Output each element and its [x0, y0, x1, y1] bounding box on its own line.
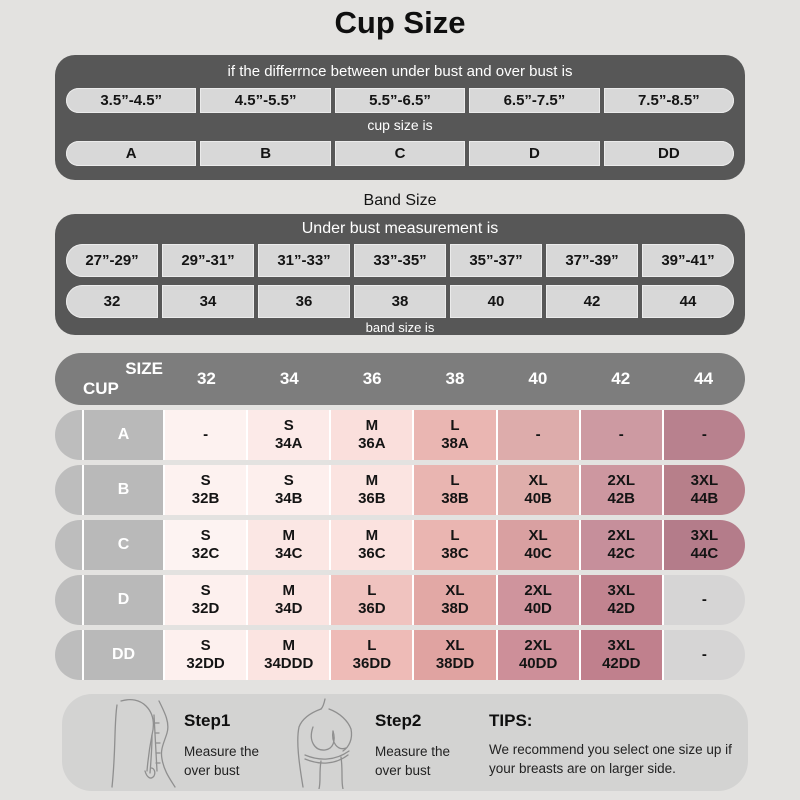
matrix-cell-code: 38C	[441, 545, 469, 562]
band-range-pill: 33”-35”	[354, 244, 446, 277]
matrix-column-header: 36	[362, 369, 382, 388]
matrix-cell-size: 3XL	[690, 472, 719, 489]
matrix-cell-dash: -	[701, 591, 707, 608]
matrix-cell	[496, 575, 579, 625]
matrix-column-header: 32	[196, 369, 216, 388]
matrix-cell-size: S	[200, 527, 211, 544]
band-size-pill: 42	[546, 285, 638, 318]
matrix-column-header: 38	[445, 369, 465, 388]
matrix-cell-code: 36DD	[352, 655, 392, 672]
matrix-cell-size: M	[365, 472, 379, 489]
matrix-cell-size: L	[450, 527, 460, 544]
matrix-row-cap	[55, 520, 82, 570]
band-range-row	[66, 244, 734, 277]
matrix-row	[55, 575, 745, 625]
matrix-column-header: 40	[528, 369, 548, 388]
matrix-cell	[412, 575, 495, 625]
matrix-row	[55, 465, 745, 515]
matrix-cell-code: 34A	[274, 435, 303, 452]
matrix-cell-size: S	[200, 472, 211, 489]
step1-block	[184, 711, 276, 781]
cup-size-header: if the differrnce between under bust and over bust is	[227, 63, 573, 80]
measuring-guide-box	[62, 694, 748, 791]
matrix-corner-cup-label: CUP	[83, 379, 119, 398]
matrix-cell-size: 2XL	[524, 582, 552, 599]
step1-text: Measure the over bust	[184, 744, 260, 778]
matrix-cell-code: 34D	[274, 600, 303, 617]
matrix-row	[55, 520, 745, 570]
cup-size-panel	[55, 55, 745, 180]
matrix-column-header: 44	[694, 369, 714, 388]
band-range-pill: 31”-33”	[258, 244, 350, 277]
tips-block	[489, 711, 759, 779]
matrix-column-header: 34	[279, 369, 299, 388]
band-size-title: Band Size	[363, 192, 437, 209]
step2-text: Measure the over bust	[375, 744, 451, 778]
matrix-cell	[163, 465, 246, 515]
matrix-cell	[662, 410, 745, 460]
matrix-cell-code: 36C	[358, 545, 386, 562]
matrix-cell	[246, 575, 329, 625]
matrix-cell	[329, 575, 412, 625]
matrix-cell-code: 42B	[607, 490, 636, 507]
page-title: Cup Size	[334, 5, 466, 40]
matrix-cell-size: 3XL	[690, 527, 719, 544]
cup-letter-pill: A	[66, 141, 196, 166]
matrix-row-cap	[55, 630, 82, 680]
cup-range-pill: 7.5”-8.5”	[604, 88, 734, 113]
matrix-cell-dash: -	[701, 426, 707, 443]
matrix-cell-code: 36D	[358, 600, 386, 617]
matrix-cell-size: M	[365, 527, 379, 544]
matrix-cell-code: 32DD	[186, 655, 225, 672]
band-range-pill: 37”-39”	[546, 244, 638, 277]
matrix-cell-size: L	[367, 582, 377, 599]
band-size-header: Under bust measurement is	[301, 220, 499, 237]
matrix-corner-size-label: SIZE	[125, 359, 163, 378]
matrix-cell	[246, 630, 329, 680]
matrix-cell	[412, 410, 495, 460]
matrix-cell-size: L	[450, 472, 460, 489]
cup-range-row	[66, 88, 734, 113]
matrix-row	[55, 630, 745, 680]
step2-block	[375, 711, 467, 781]
matrix-cell-code: 38DD	[435, 655, 475, 672]
cup-range-pill: 3.5”-4.5”	[66, 88, 196, 113]
matrix-cell-size: 2XL	[607, 472, 636, 489]
matrix-cell-size: S	[283, 417, 294, 434]
matrix-cell	[163, 520, 246, 570]
tips-title: TIPS:	[489, 711, 533, 730]
matrix-cell-size: XL	[528, 527, 548, 544]
matrix-cell-code: 32C	[191, 545, 220, 562]
band-range-pill: 35”-37”	[450, 244, 542, 277]
matrix-cell-code: 42C	[607, 545, 636, 562]
matrix-cell	[496, 520, 579, 570]
matrix-cell	[329, 410, 412, 460]
measure-figure-step1-icon	[103, 697, 181, 789]
matrix-cup-label: C	[82, 520, 163, 570]
matrix-cell	[246, 520, 329, 570]
matrix-cup-label: D	[82, 575, 163, 625]
matrix-row-cap	[55, 410, 82, 460]
matrix-cell-size: M	[282, 637, 295, 654]
matrix-cell	[329, 630, 412, 680]
matrix-cell-code: 36A	[358, 435, 386, 452]
matrix-cell-code: 32B	[191, 490, 220, 507]
cup-range-pill: 5.5”-6.5”	[335, 88, 465, 113]
matrix-cell-size: M	[282, 582, 295, 599]
matrix-cell-code: 34DDD	[264, 655, 314, 672]
band-range-pill: 27”-29”	[66, 244, 158, 277]
matrix-cell	[163, 575, 246, 625]
matrix-cell-size: XL	[445, 582, 465, 599]
matrix-cell-size: L	[450, 417, 460, 434]
matrix-cell-size: 3XL	[607, 582, 636, 599]
cup-range-pill: 6.5”-7.5”	[469, 88, 599, 113]
matrix-cell-dash: -	[701, 646, 707, 663]
step1-title: Step1	[184, 711, 231, 730]
matrix-cell	[662, 630, 745, 680]
cup-size-is-label: cup size is	[367, 117, 433, 133]
matrix-cup-label: A	[82, 410, 163, 460]
matrix-cell-code: 36B	[358, 490, 386, 507]
matrix-corner	[55, 353, 165, 405]
matrix-cell-code: 44C	[690, 545, 719, 562]
band-size-pill: 38	[354, 285, 446, 318]
size-matrix-header	[55, 353, 745, 405]
matrix-cell-code: 42DD	[602, 655, 641, 672]
matrix-cell-size: S	[200, 637, 211, 654]
matrix-cell	[579, 520, 662, 570]
matrix-cell-dash: -	[535, 426, 541, 443]
matrix-cell	[412, 465, 495, 515]
matrix-cell	[412, 630, 495, 680]
band-size-pill: 40	[450, 285, 542, 318]
matrix-cell	[662, 465, 745, 515]
matrix-cell-size: S	[283, 472, 294, 489]
matrix-cell-size: 2XL	[524, 637, 552, 654]
matrix-cell	[246, 410, 329, 460]
matrix-cell-code: 38A	[441, 435, 469, 452]
matrix-cell	[163, 410, 246, 460]
matrix-cell	[163, 630, 246, 680]
matrix-cell-code: 44B	[690, 490, 719, 507]
cup-letter-pill: B	[200, 141, 330, 166]
band-size-pill: 32	[66, 285, 158, 318]
band-range-pill: 39”-41”	[642, 244, 734, 277]
band-size-pill: 34	[162, 285, 254, 318]
matrix-cell-code: 34B	[274, 490, 303, 507]
band-size-pill: 44	[642, 285, 734, 318]
matrix-cell-size: 2XL	[607, 527, 636, 544]
matrix-cell-code: 42D	[607, 600, 636, 617]
matrix-cell-size: L	[367, 637, 377, 654]
matrix-cup-label: DD	[82, 630, 163, 680]
matrix-cell-dash: -	[618, 426, 624, 443]
matrix-cell-code: 40C	[524, 545, 552, 562]
matrix-cell	[579, 630, 662, 680]
matrix-cup-label: B	[82, 465, 163, 515]
matrix-cell	[496, 630, 579, 680]
matrix-cell-size: XL	[445, 637, 465, 654]
matrix-cell-code: 40B	[524, 490, 552, 507]
matrix-cell-code: 38B	[441, 490, 469, 507]
matrix-cell-code: 32D	[191, 600, 220, 617]
cup-letter-pill: DD	[604, 141, 734, 166]
matrix-cell-size: M	[365, 417, 379, 434]
matrix-cell	[662, 520, 745, 570]
matrix-cell-size: M	[282, 527, 295, 544]
matrix-cell-dash: -	[203, 426, 209, 443]
cup-letter-row	[66, 141, 734, 166]
tips-text: We recommend you select one size up if your breasts are on larger side.	[489, 742, 732, 776]
matrix-cell	[662, 575, 745, 625]
band-size-pill: 36	[258, 285, 350, 318]
matrix-cell	[579, 465, 662, 515]
matrix-cell-code: 38D	[441, 600, 469, 617]
matrix-cell-code: 40DD	[518, 655, 558, 672]
matrix-row-cap	[55, 575, 82, 625]
matrix-cell-code: 40D	[524, 600, 552, 617]
cup-letter-pill: C	[335, 141, 465, 166]
matrix-cell-size: S	[200, 582, 211, 599]
matrix-cell	[246, 465, 329, 515]
matrix-cell-code: 34C	[274, 545, 303, 562]
matrix-column-header: 42	[611, 369, 631, 388]
matrix-cell	[496, 465, 579, 515]
matrix-cell	[412, 520, 495, 570]
band-size-panel	[55, 214, 745, 335]
matrix-cell	[496, 410, 579, 460]
band-size-row	[66, 285, 734, 318]
step2-title: Step2	[375, 711, 422, 730]
matrix-cell	[579, 575, 662, 625]
matrix-row	[55, 410, 745, 460]
matrix-cell	[329, 520, 412, 570]
band-size-is-label: band size is	[365, 320, 435, 335]
matrix-cell-size: XL	[528, 472, 548, 489]
matrix-cell	[329, 465, 412, 515]
matrix-cell	[579, 410, 662, 460]
matrix-cell-size: 3XL	[607, 637, 636, 654]
cup-letter-pill: D	[469, 141, 599, 166]
size-matrix-body	[55, 410, 745, 685]
measure-figure-step2-icon	[289, 697, 367, 789]
band-range-pill: 29”-31”	[162, 244, 254, 277]
matrix-row-cap	[55, 465, 82, 515]
cup-range-pill: 4.5”-5.5”	[200, 88, 330, 113]
